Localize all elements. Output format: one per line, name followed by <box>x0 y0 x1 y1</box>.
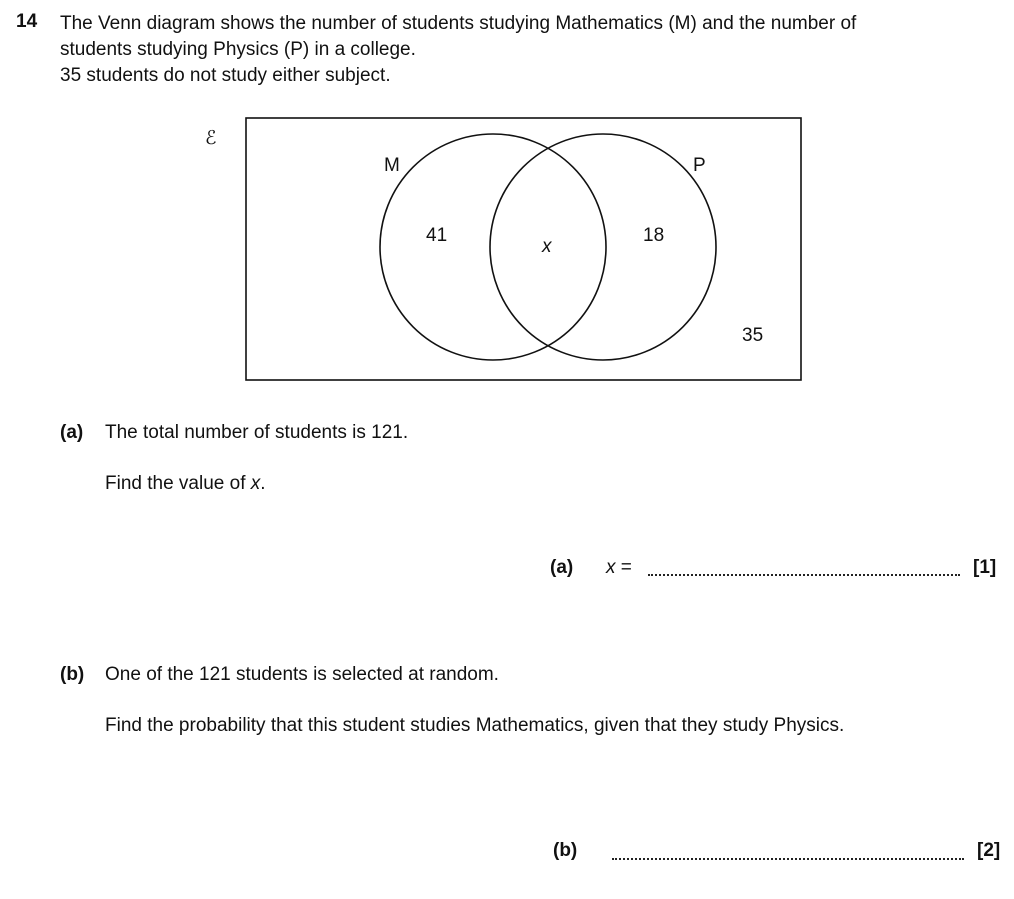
outside-value: 35 <box>742 325 764 346</box>
answer-a-marks: [1] <box>973 557 997 578</box>
part-a-label: (a) <box>60 422 84 443</box>
answer-a-equals: = <box>620 557 632 578</box>
part-a-statement: The total number of students is 121. <box>105 422 409 443</box>
set-m-label: M <box>384 155 400 176</box>
stem-line-1: The Venn diagram shows the number of students studying Mathematics (M) and the number of <box>60 13 857 34</box>
part-a-instruction-var: x <box>250 473 261 494</box>
answer-a-var: x <box>606 557 616 578</box>
answer-a-input-line[interactable] <box>648 564 960 576</box>
part-a-instruction <box>105 473 266 495</box>
m-only-value: 41 <box>426 225 448 246</box>
stem-line-2: students studying Physics (P) in a college. <box>60 39 416 60</box>
part-b-statement: One of the 121 students is selected at random. <box>105 664 499 685</box>
answer-b-label: (b) <box>553 840 578 861</box>
answer-a-label: (a) <box>550 557 574 578</box>
universal-set-symbol: ℰ <box>205 128 217 149</box>
answer-a-equation <box>606 557 632 579</box>
part-b-label: (b) <box>60 664 85 685</box>
set-p-label: P <box>693 155 706 176</box>
answer-b-marks: [2] <box>977 840 1001 861</box>
part-a-instruction-prefix: Find the value of <box>105 473 251 494</box>
part-a-instruction-suffix: . <box>260 473 266 494</box>
set-m-circle <box>380 134 606 360</box>
p-only-value: 18 <box>643 225 665 246</box>
stem-line-3: 35 students do not study either subject. <box>60 65 391 86</box>
question-number: 14 <box>16 11 38 32</box>
intersection-value: x <box>542 236 552 257</box>
part-b-instruction: Find the probability that this student studies Mathematics, given that they study Physics. <box>105 715 845 736</box>
set-p-circle <box>490 134 716 360</box>
answer-b-input-line[interactable] <box>612 848 964 860</box>
universal-set-box <box>246 118 801 380</box>
